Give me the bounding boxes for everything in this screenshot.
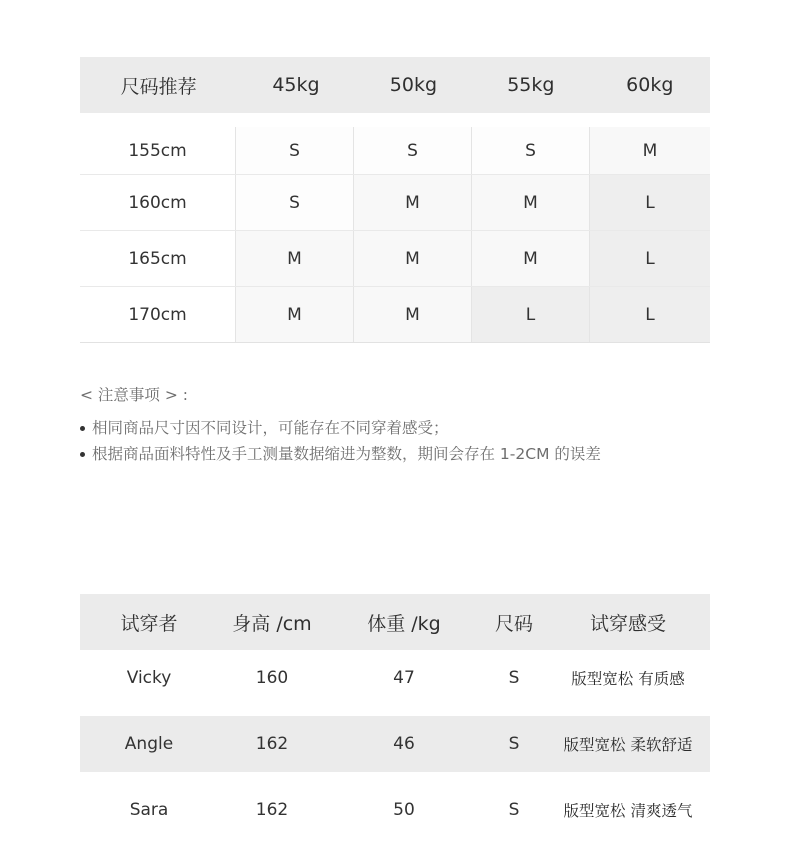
size-header: 尺码	[494, 612, 533, 635]
tester-feeling: 版型宽松 柔软舒适	[563, 736, 693, 754]
note-text: 相同商品尺寸因不同设计，可能存在不同穿着感受；	[92, 419, 449, 437]
size-recommendation-table	[80, 57, 710, 343]
table-row	[80, 286, 710, 342]
try-on-table-header	[80, 594, 710, 650]
size-cell: L	[471, 287, 589, 342]
size-cell: S	[235, 127, 353, 174]
size-cell: M	[353, 175, 471, 230]
weight-header: 体重 /kg	[367, 612, 441, 635]
tester-height: 162	[255, 734, 289, 754]
weight-header-55: 55kg	[507, 74, 555, 96]
weight-header-60: 60kg	[626, 74, 674, 96]
size-cell: M	[471, 231, 589, 286]
tester-height: 162	[255, 800, 289, 820]
size-cell: L	[589, 287, 710, 342]
table-row	[80, 716, 710, 772]
tester-weight: 50	[393, 800, 415, 820]
size-cell: M	[235, 287, 353, 342]
size-cell: L	[589, 231, 710, 286]
size-cell: M	[471, 175, 589, 230]
table-row	[80, 650, 710, 706]
tester-name: Vicky	[126, 668, 172, 688]
list-item	[80, 443, 720, 465]
size-cell: M	[353, 287, 471, 342]
row-spacer	[80, 706, 710, 716]
tester-weight: 47	[393, 668, 415, 688]
size-table-header	[80, 57, 710, 113]
table-row	[80, 782, 710, 838]
tester-name: Angle	[124, 734, 174, 754]
height-cell: 160cm	[80, 175, 235, 230]
bullet-icon	[80, 452, 85, 457]
notes-section	[80, 384, 720, 465]
notes-title: < 注意事项 > :	[80, 386, 188, 404]
tester-size: S	[508, 668, 520, 688]
tester-header: 试穿者	[120, 612, 178, 635]
weight-header-45: 45kg	[272, 74, 320, 96]
tester-size: S	[508, 800, 520, 820]
tester-feeling: 版型宽松 有质感	[571, 670, 685, 688]
feeling-header: 试穿感受	[589, 612, 666, 635]
height-cell: 155cm	[80, 127, 235, 174]
size-table-body	[80, 127, 710, 343]
size-cell: L	[589, 175, 710, 230]
list-item	[80, 417, 720, 439]
tester-size: S	[508, 734, 520, 754]
height-header: 身高 /cm	[232, 612, 312, 635]
size-header-label: 尺码推荐	[120, 75, 197, 98]
size-cell: S	[353, 127, 471, 174]
tester-height: 160	[255, 668, 289, 688]
size-cell: S	[471, 127, 589, 174]
size-cell: S	[235, 175, 353, 230]
tester-weight: 46	[393, 734, 415, 754]
table-row	[80, 127, 710, 174]
size-cell: M	[235, 231, 353, 286]
note-text: 根据商品面料特性及手工测量数据缩进为整数，期间会存在 1-2CM 的误差	[92, 445, 601, 463]
table-row	[80, 230, 710, 286]
height-cell: 165cm	[80, 231, 235, 286]
size-cell: M	[353, 231, 471, 286]
try-on-table	[80, 594, 710, 838]
row-spacer	[80, 772, 710, 782]
table-row	[80, 174, 710, 230]
size-cell: M	[589, 127, 710, 174]
tester-feeling: 版型宽松 清爽透气	[563, 802, 693, 820]
weight-header-50: 50kg	[389, 74, 438, 96]
tester-name: Sara	[129, 800, 169, 820]
height-cell: 170cm	[80, 287, 235, 342]
bullet-icon	[80, 426, 85, 431]
